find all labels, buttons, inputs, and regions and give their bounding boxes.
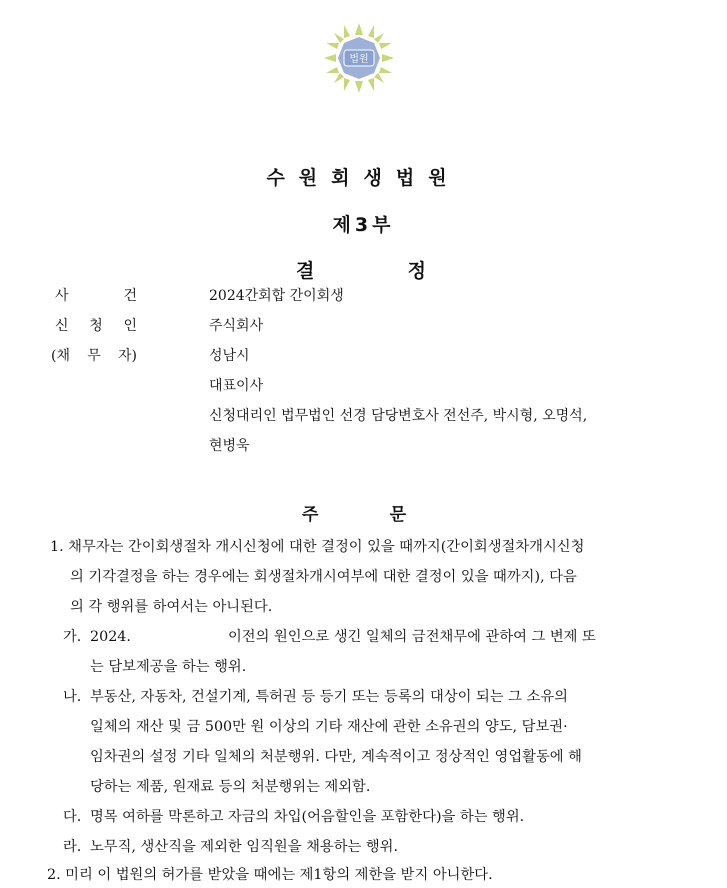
applicant-address: 성남시 [209, 348, 250, 364]
party-label-applicant: 신 청 인 [55, 318, 137, 334]
sub-item-da-marker: 다. [63, 809, 82, 825]
sub-item-na-line-3: 임차권의 설정 기타 일체의 처분행위. 다만, 계속적이고 정상적인 영업활동에 해 [90, 749, 582, 765]
sub-item-ga-date: 2024. [90, 629, 131, 645]
sub-item-da-text: 명목 여하를 막론하고 자금의 차입(어음할인을 포함한다)을 하는 행위. [90, 809, 525, 825]
emblem-text: 법원 [349, 54, 369, 65]
order-item-2: 2. 미리 이 법원의 허가를 받았을 때에는 제1항의 제한을 받지 아니한다. [47, 867, 493, 883]
document-type: 결 정 [296, 260, 426, 282]
sub-item-ga-cont: 는 담보제공을 하는 행위. [90, 659, 247, 675]
party-label-case: 사 건 [55, 288, 137, 304]
sub-item-na-marker: 나. [63, 689, 82, 705]
division-name: 제3부 [332, 214, 395, 236]
sub-item-ga-text: 이전의 원인으로 생긴 일체의 금전채무에 관하여 그 변제 또 [228, 629, 596, 645]
counsel-line-2: 현병욱 [209, 438, 250, 454]
sub-item-ga-marker: 가. [63, 629, 82, 645]
case-number: 2024간회합 간이회생 [209, 288, 344, 304]
counsel-line-1: 신청대리인 법무법인 선경 담당변호사 전선주, 박시형, 오명석, [209, 408, 588, 424]
sub-item-na-line-2: 일체의 재산 및 금 500만 원 이상의 기타 재산에 관한 소유권의 양도, 담보권· [90, 719, 568, 735]
sub-item-ra-text: 노무직, 생산직을 제외한 임직원을 채용하는 행위. [90, 839, 399, 855]
sub-item-na-line-4: 당하는 제품, 원재료 등의 처분행위는 제외함. [90, 779, 371, 795]
sub-item-na-line-1: 부동산, 자동차, 건설기계, 특허권 등 등기 또는 등록의 대상이 되는 그 소유의 [90, 689, 568, 705]
order-item-1-line-3: 의 각 행위를 하여서는 아니된다. [70, 599, 273, 615]
order-item-1-line-1: 1. 채무자는 간이회생절차 개시신청에 대한 결정이 있을 때까지(간이회생절차개시신청 [50, 539, 585, 555]
applicant-name: 주식회사 [209, 318, 264, 334]
order-item-1-line-2: 의 기각결정을 하는 경우에는 회생절차개시여부에 대한 결정이 있을 때까지), 다음 [70, 569, 577, 585]
party-label-debtor: (채 무 자) [51, 348, 137, 364]
section-title-order: 주 문 [302, 505, 406, 525]
court-emblem [322, 21, 396, 95]
court-name: 수원회생법원 [266, 167, 461, 189]
representative: 대표이사 [209, 378, 264, 394]
sub-item-ra-marker: 라. [63, 839, 82, 855]
